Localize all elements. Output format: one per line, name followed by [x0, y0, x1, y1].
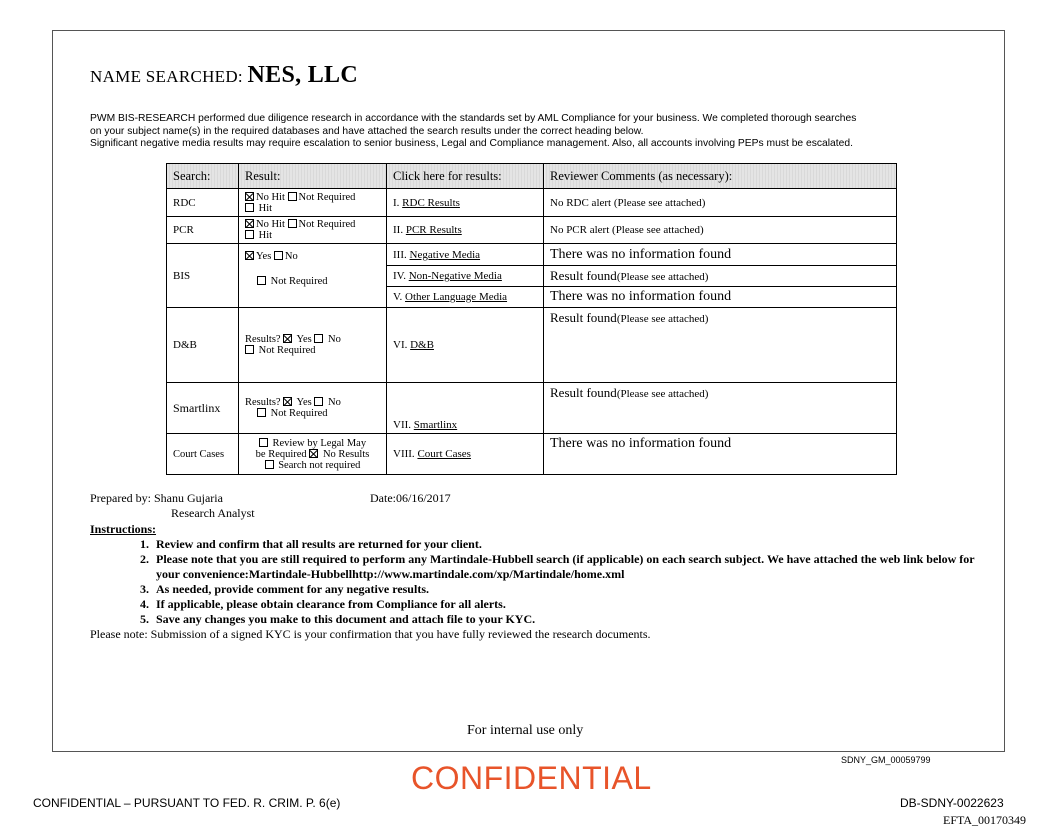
comment-cell-other-language-media: There was no information found: [544, 287, 897, 308]
search-cell-court-cases: Court Cases: [167, 434, 239, 475]
name-searched-label: NAME SEARCHED:: [90, 67, 243, 86]
instructions-block: [90, 522, 990, 642]
search-cell-smartlinx: Smartlinx: [167, 383, 239, 434]
review-label: Review by Legal May: [272, 437, 367, 449]
checkbox[interactable]: [245, 230, 254, 239]
checkbox[interactable]: [274, 251, 283, 260]
link-cell-smartlinx: [387, 383, 544, 434]
checkbox[interactable]: [314, 334, 323, 343]
comment-cell-pcr: No PCR alert (Please see attached): [544, 217, 897, 244]
yes-label: Yes: [296, 397, 312, 408]
confidential-notice: CONFIDENTIAL – PURSUANT TO FED. R. CRIM. P. 6(e): [33, 796, 341, 810]
comment-extra: (Please see attached): [616, 271, 709, 283]
hit-label: Hit: [258, 202, 273, 214]
link-cell-rdc: [387, 189, 544, 217]
other-language-media-link[interactable]: Other Language Media: [405, 291, 508, 303]
name-searched-value: NES, LLC: [247, 62, 358, 88]
result-cell-court-cases: [239, 434, 387, 475]
checkbox[interactable]: [288, 192, 297, 201]
link-prefix: VIII.: [393, 448, 415, 460]
link-cell-non-negative-media: [387, 266, 544, 287]
no-hit-label: No Hit: [256, 191, 285, 203]
table-row-rdc: [167, 189, 897, 217]
prepared-date: Date:06/16/2017: [370, 491, 451, 505]
not-required-label: Not Required: [298, 219, 356, 230]
link-cell-dnb: [387, 308, 544, 383]
result-cell-dnb: [239, 308, 387, 383]
search-results-table: [166, 163, 897, 475]
result-cell-rdc: [239, 189, 387, 217]
results-label: Results?: [245, 397, 281, 408]
not-required-label: Not Required: [258, 345, 316, 356]
comment-text: Result found: [550, 385, 617, 400]
checkbox[interactable]: [265, 460, 274, 469]
negative-media-link[interactable]: Negative Media: [409, 248, 481, 261]
not-required-label: Not Required: [270, 275, 328, 287]
be-required-label: be Required: [255, 448, 307, 460]
rdc-results-link[interactable]: RDC Results: [402, 196, 460, 209]
link-cell-other-language-media: [387, 287, 544, 308]
table-header-row: [167, 164, 897, 189]
result-cell-pcr: [239, 217, 387, 244]
search-cell-pcr: PCR: [167, 217, 239, 244]
analyst-title: Research Analyst: [171, 506, 255, 520]
link-prefix: III.: [393, 248, 407, 261]
comment-text: Result found: [550, 310, 617, 325]
bates-efta-number: EFTA_00170349: [943, 813, 1027, 827]
not-required-label: Not Required: [298, 191, 356, 203]
checkbox[interactable]: [245, 345, 254, 354]
comment-cell-smartlinx: [544, 383, 897, 434]
comment-cell-court-cases: There was no information found: [544, 434, 897, 475]
comment-cell-non-negative-media: [544, 266, 897, 287]
table-row-smartlinx: [167, 383, 897, 434]
checkbox[interactable]: [257, 276, 266, 285]
prepared-by-block: [90, 491, 255, 521]
search-not-required-label: Search not required: [278, 459, 361, 471]
checkbox-checked[interactable]: [245, 192, 254, 201]
comment-cell-negative-media: There was no information found: [544, 244, 897, 266]
confidential-stamp: CONFIDENTIAL: [411, 760, 652, 796]
name-searched-heading: [90, 62, 358, 89]
kyc-note: Please note: Submission of a signed KYC is your confirmation that you have fully reviewed the research documents.: [90, 627, 651, 641]
comment-cell-dnb: [544, 308, 897, 383]
no-label: No: [328, 397, 341, 408]
list-item: 3. As needed, provide comment for any negative results.: [152, 582, 990, 597]
pcr-results-link[interactable]: PCR Results: [405, 224, 462, 236]
checkbox[interactable]: [257, 408, 266, 417]
court-cases-link[interactable]: Court Cases: [417, 448, 471, 460]
search-cell-dnb: D&B: [167, 308, 239, 383]
comment-extra: (Please see attached): [616, 388, 709, 400]
no-label: No: [284, 250, 298, 262]
checkbox-checked[interactable]: [309, 449, 318, 458]
table-row-court-cases: [167, 434, 897, 475]
yes-label: Yes: [296, 334, 312, 345]
intro-paragraph: [90, 113, 970, 151]
no-label: No: [328, 334, 341, 345]
dnb-link[interactable]: D&B: [410, 339, 434, 351]
instructions-heading: Instructions:: [90, 522, 157, 536]
checkbox-checked[interactable]: [245, 219, 254, 228]
not-required-label: Not Required: [270, 408, 328, 419]
prepared-by: Prepared by: Shanu Gujaria: [90, 491, 223, 505]
header-click: Click here for results:: [387, 164, 544, 189]
yes-label: Yes: [256, 250, 272, 262]
checkbox[interactable]: [245, 203, 254, 212]
link-cell-pcr: [387, 217, 544, 244]
header-result: Result:: [239, 164, 387, 189]
instructions-list: [90, 537, 990, 627]
checkbox-checked[interactable]: [245, 251, 254, 260]
list-item: 2. Please note that you are still required to perform any Martindale-Hubbell search (if applicable) on each search subject. We have attached the web link below for your convenience:Martindale-Hubbellhttp://www.martindale.com/xp/Martindale/home.xml: [152, 552, 990, 582]
smartlinx-link[interactable]: Smartlinx: [413, 419, 458, 431]
internal-use-label: For internal use only: [467, 723, 584, 738]
link-cell-court-cases: [387, 434, 544, 475]
comment-extra: (Please see attached): [616, 313, 709, 325]
checkbox[interactable]: [288, 219, 297, 228]
list-item: 4. If applicable, please obtain clearance from Compliance for all alerts.: [152, 597, 990, 612]
checkbox[interactable]: [259, 438, 268, 447]
comment-text: Result found: [550, 268, 617, 283]
intro-line: Significant negative media results may require escalation to senior business, Legal and Compliance management. Also, all accounts involving PEPs must be escalated.: [90, 138, 853, 149]
header-comments: Reviewer Comments (as necessary):: [544, 164, 897, 189]
result-cell-smartlinx: [239, 383, 387, 434]
results-label: Results?: [245, 334, 281, 345]
header-search: Search:: [167, 164, 239, 189]
link-prefix: IV.: [393, 270, 406, 282]
bates-db-number: DB-SDNY-0022623: [900, 796, 1004, 810]
search-cell-rdc: RDC: [167, 189, 239, 217]
link-prefix: VI.: [393, 339, 408, 351]
list-item: 1. Review and confirm that all results are returned for your client.: [152, 537, 990, 552]
checkbox[interactable]: [314, 397, 323, 406]
search-cell-bis: BIS: [167, 244, 239, 308]
table-row-pcr: [167, 217, 897, 244]
intro-line: on your subject name(s) in the required databases and have attached the search results under the correct heading below.: [90, 125, 644, 137]
table-row-bis: [167, 244, 897, 266]
list-item: 5. Save any changes you make to this document and attach file to your KYC.: [152, 612, 990, 627]
intro-line: PWM BIS-RESEARCH performed due diligence research in accordance with the standards set by AML Compliance for your business. We completed thorough searches: [90, 113, 857, 124]
link-prefix: V.: [393, 291, 403, 303]
non-negative-media-link[interactable]: Non-Negative Media: [408, 270, 502, 282]
no-hit-label: No Hit: [256, 219, 285, 230]
link-prefix: VII.: [393, 419, 412, 431]
link-prefix: I.: [393, 196, 400, 209]
link-cell-negative-media: [387, 244, 544, 266]
result-cell-bis: [239, 244, 387, 308]
table-row-dnb: [167, 308, 897, 383]
link-prefix: II.: [393, 224, 404, 236]
comment-cell-rdc: No RDC alert (Please see attached): [544, 189, 897, 217]
hit-label: Hit: [258, 230, 273, 241]
checkbox-checked[interactable]: [283, 334, 292, 343]
bates-gm-number: SDNY_GM_00059799: [841, 755, 931, 765]
no-results-label: No Results: [322, 448, 370, 460]
checkbox-checked[interactable]: [283, 397, 292, 406]
